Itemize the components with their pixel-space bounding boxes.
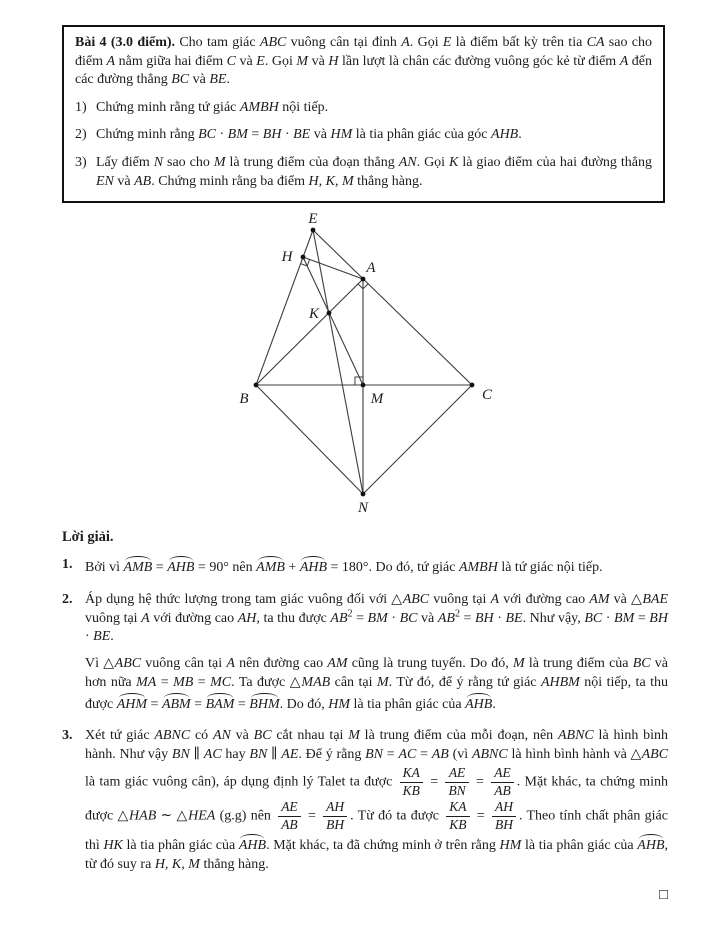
solution-paragraph: Vì △ABC vuông cân tại A nên đường cao AM cũng là trung tuyến. Do đó, M là trung điểm của BC và hơn nữa MA = MB = MC. Ta được △MAB cân tại M. Từ đó, để ý rằng tứ giác AHBM nội tiếp, ta thu được AHM = ABM = BAM = BHM. Do đó, HM là tia phân giác của AHB.	[85, 655, 668, 714]
svg-text:B: B	[239, 391, 249, 407]
svg-text:H: H	[281, 249, 293, 265]
problem-item-text: Chứng minh rằng tứ giác AMBH nội tiếp.	[96, 99, 329, 115]
svg-text:E: E	[308, 211, 318, 227]
qed-symbol: □	[658, 886, 668, 903]
solution-item-body	[85, 591, 668, 715]
solution-paragraph: Xét tứ giác ABNC có AN và BC cắt nhau tại M là trung điểm của mỗi đoạn, nên ABNC là hình bình hành. Như vậy BN ∥ AC hay BN ∥ AE. Để ý rằng BN = AC = AB (vì ABNC là hình bình hành và △ABC là tam giác vuông cân), áp dụng định lý Talet ta được $\frac{KA}{KB}$ = $\frac{AE}{BN}$ = $\frac{AE}{AB}$ . Mặt khác, ta chứng minh được △HAB ∼ △HEA (g.g) nên $\frac{AE}{AB}$ = $\frac{AH}{BH}$ . Từ đó ta được $\frac{KA}{KB}$ = $\frac{AH}{BH}$ . Theo tính chất phân giác thì HK là tia phân giác của AHB. Mặt khác, ta đã chứng minh ở trên rằng HM là tia phân giác của AHB, từ đó suy ra H, K, M thẳng hàng.	[85, 728, 669, 872]
solution-section	[62, 529, 668, 903]
solution-item-2	[62, 591, 668, 715]
solution-item-number: 3.	[62, 728, 73, 744]
solution-paragraph: Bởi vì AMB = AHB = 90° nên AMB + AHB = 180°. Do đó, tứ giác AMBH là tứ giác nội tiếp.	[85, 556, 668, 578]
problem-item-1	[75, 99, 652, 118]
svg-text:K: K	[308, 306, 320, 322]
problem-item-marker: 2)	[75, 127, 87, 143]
svg-text:N: N	[357, 500, 369, 516]
solution-item-number: 2.	[62, 591, 73, 607]
solution-item-body	[85, 556, 668, 578]
geometry-figure	[222, 203, 507, 523]
problem-statement: Bài 4 (3.0 điểm). Cho tam giác ABC vuông cân tại đỉnh A. Gọi E là điểm bất kỳ trên tia CA sao cho điểm A nằm giữa hai điểm C và E. Gọi M và H lần lượt là chân các đường vuông góc kẻ từ điểm A đến các đường thẳng BC và BE.	[75, 35, 653, 88]
problem-item-marker: 3)	[75, 155, 87, 171]
problem-item-2	[75, 126, 652, 145]
svg-text:M: M	[370, 391, 384, 407]
problem-item-text: Lấy điểm N sao cho M là trung điểm của đoạn thẳng AN. Gọi K là giao điểm của hai đường thẳng EN và AB. Chứng minh rằng ba điểm H, K, M thẳng hàng.	[96, 155, 653, 189]
solution-item-3	[62, 727, 668, 874]
svg-text:C: C	[481, 387, 493, 403]
problem-item-3	[75, 154, 652, 191]
solution-item-number: 1.	[62, 557, 73, 572]
qed-row	[62, 888, 668, 903]
problem-item-text: Chứng minh rằng BC · BM = BH · BE và HM là tia phân giác của góc AHB.	[96, 127, 522, 143]
solution-item-1	[62, 556, 668, 578]
solution-heading: Lời giải.	[62, 529, 114, 545]
solution-item-body	[85, 727, 668, 874]
solution-paragraph: Áp dụng hệ thức lượng trong tam giác vuông đối với △ABC vuông tại A với đường cao AM và △BAE vuông tại A với đường cao AH, ta thu được $AB^2$ = BM · BC và $AB^2$ = BH · BE. Như vậy, BC · BM = BH · BE.	[85, 591, 669, 645]
problem-box	[62, 25, 665, 203]
problem-item-marker: 1)	[75, 99, 87, 115]
svg-text:A: A	[366, 260, 376, 276]
